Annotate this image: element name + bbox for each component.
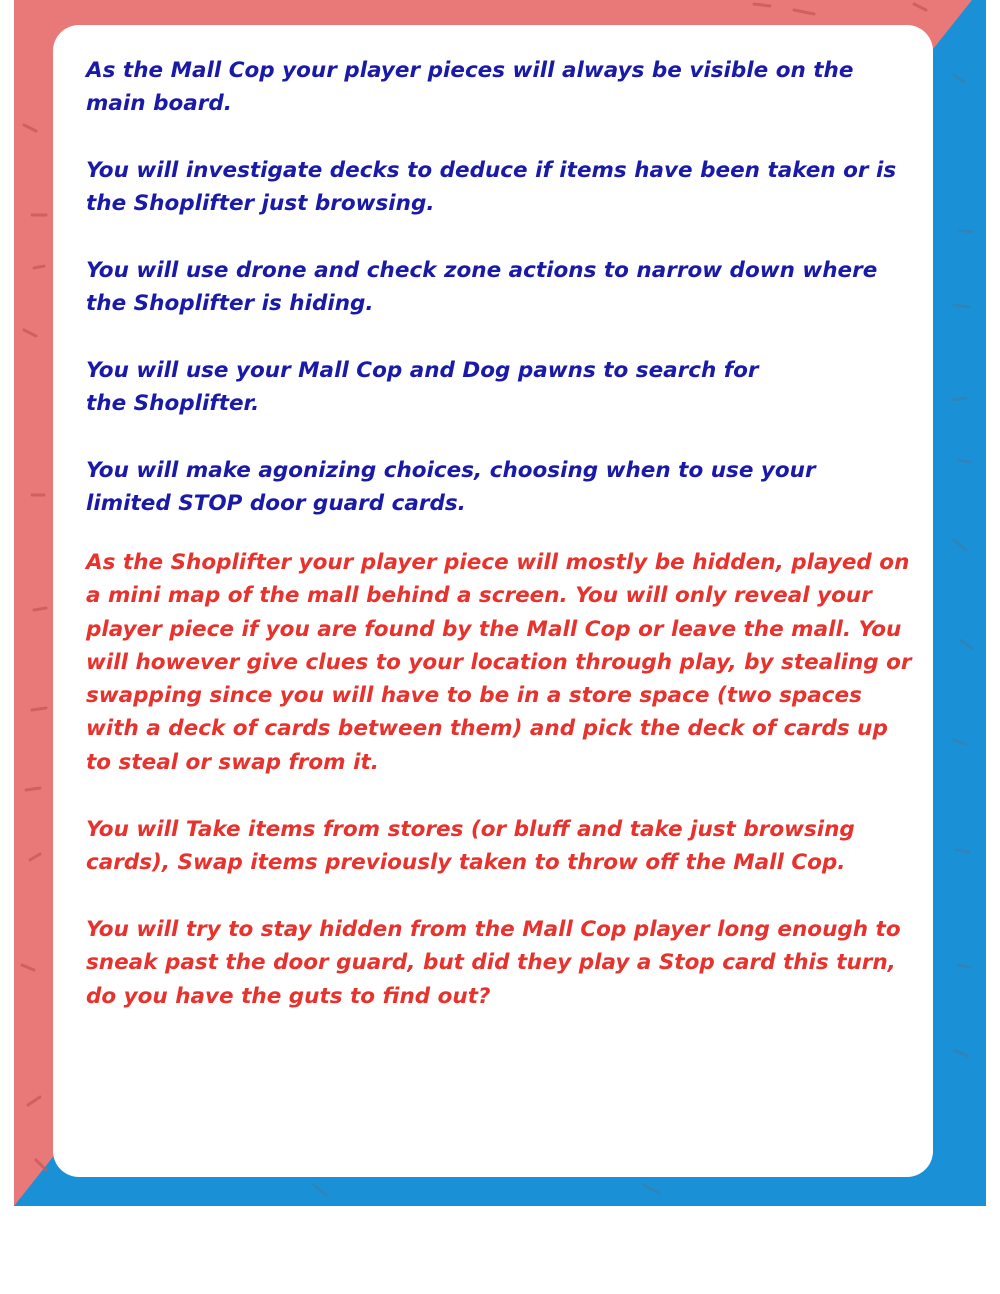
mallcop-paragraph-4: You will use your Mall Cop and Dog pawns to search for the Shoplifter. [86, 358, 759, 417]
mallcop-paragraph-5: You will make agonizing choices, choosing when to use your limited STOP door guard cards. [86, 458, 816, 517]
mallcop-paragraph-3: You will use drone and check zone actions to narrow down where the Shoplifter is hiding. [86, 258, 878, 317]
mallcop-paragraph-2: You will investigate decks to deduce if items have been taken or is the Shoplifter just browsing. [86, 158, 897, 217]
shoplifter-paragraph-2: You will Take items from stores (or bluff and take just browsing cards), Swap items previously taken to throw off the Mall Cop. [86, 817, 855, 876]
shoplifter-paragraph-3: You will try to stay hidden from the Mall Cop player long enough to sneak past the door guard, but did they play a Stop card this turn, do you have the guts to find out? [86, 917, 901, 1009]
shoplifter-paragraph-1: As the Shoplifter your player piece will mostly be hidden, played on a mini map of the mall behind a screen. You will only reveal your player piece if you are found by the Mall Cop or leave the mall. You will however give clues to your location through play, by stealing or swapping since you will have to be in a store space (two spaces with a deck of cards between them) and pick the deck of cards up to steal or swap from it. [86, 550, 912, 775]
mallcop-paragraph-1: As the Mall Cop your player pieces will always be visible on the main board. [86, 58, 854, 117]
